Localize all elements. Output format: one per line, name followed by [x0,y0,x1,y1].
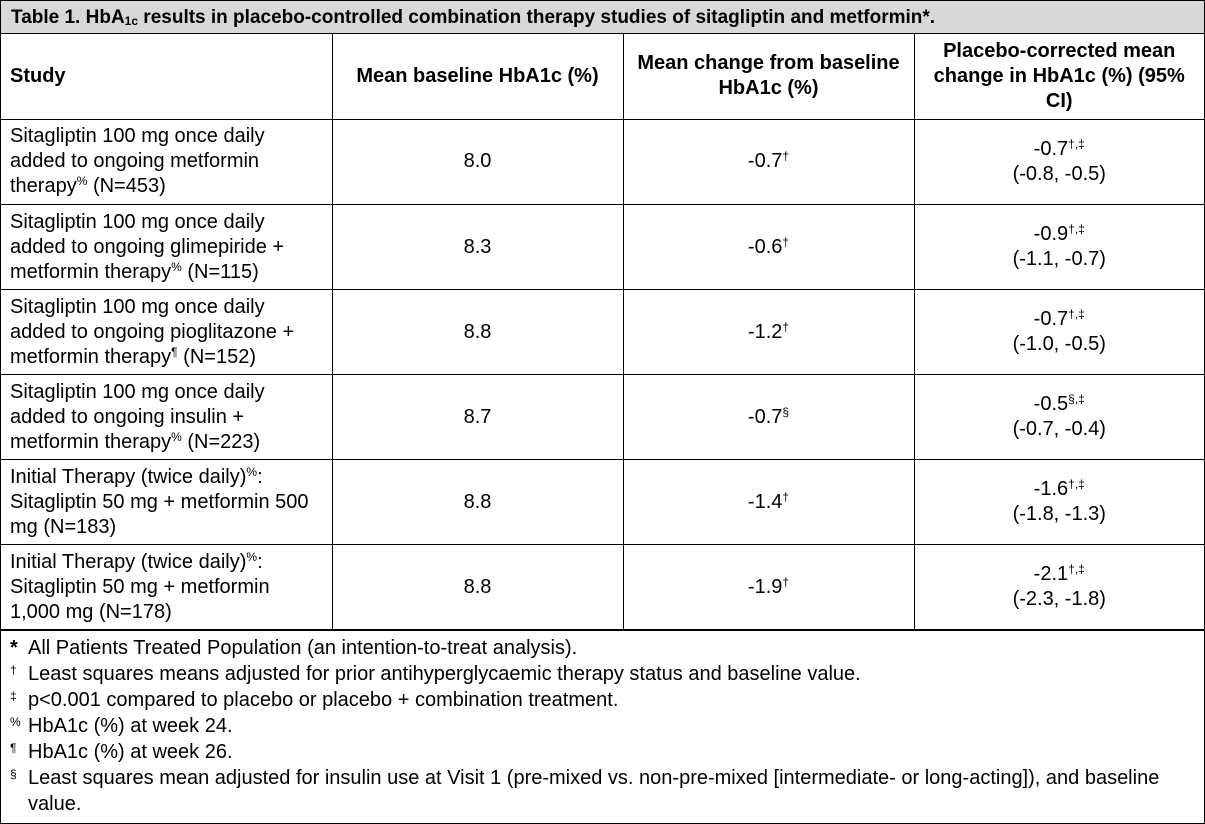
footnote-symbol: ¶ [10,741,17,755]
study-text: Sitagliptin 100 mg once daily added to ongoing pioglitazone + metformin therapy [10,295,295,368]
corrected-cell [914,205,1204,290]
corrected-footnote-mark: †,‡ [1068,136,1085,151]
confidence-interval: (-1.1, -0.7) [1012,248,1106,270]
corrected-value-line [924,222,1196,247]
change-cell [623,460,914,545]
results-table [1,34,1204,120]
table-row [1,120,1204,205]
study-cell [1,545,332,630]
footnote [10,661,1196,687]
change-footnote-mark: † [782,319,790,334]
change-footnote-mark: † [782,149,790,164]
baseline-cell: 8.7 [332,375,623,460]
study-footnote-mark: % [246,549,258,564]
change-footnote-mark: † [782,574,790,589]
confidence-interval: (-1.0, -0.5) [1012,333,1106,355]
table-row [1,205,1204,290]
study-text-rest: (N=223) [181,430,261,453]
table-row [1,290,1204,375]
study-text: Sitagliptin 100 mg once daily added to ongoing glimepiride + metformin therapy [10,210,285,283]
baseline-cell: 8.8 [332,460,623,545]
corrected-cell [914,120,1204,205]
change-cell [623,205,914,290]
footnote-text: HbA1c (%) at week 24. [28,715,233,737]
corrected-value: -1.6 [1033,478,1069,500]
change-value: -0.7 [747,150,783,173]
change-footnote-mark: † [782,489,790,504]
footnote-text: All Patients Treated Population (an intention-to-treat analysis). [28,637,578,659]
corrected-cell [914,375,1204,460]
footnotes [1,630,1204,817]
baseline-cell: 8.8 [332,290,623,375]
corrected-value: -0.7 [1033,137,1069,160]
footnote-text: Least squares mean adjusted for insulin use at Visit 1 (pre-mixed vs. non-pre-mixed [intermediate- or long-acting]), and baseline value. [28,767,1160,815]
corrected-value: -0.5 [1033,393,1069,415]
change-cell [623,375,914,460]
corrected-footnote-mark: †,‡ [1068,477,1085,491]
header-change: Mean change from baseline HbA1c (%) [623,34,914,119]
footnote-symbol: § [10,767,17,781]
change-cell [623,290,914,375]
header-baseline: Mean baseline HbA1c (%) [332,34,623,119]
title-subscript: 1c [124,14,139,28]
corrected-value: -2.1 [1033,563,1069,585]
baseline-cell: 8.8 [332,545,623,630]
confidence-interval: (-1.8, -1.3) [1012,503,1106,525]
table-row [1,545,1204,630]
corrected-value-line [924,392,1196,417]
confidence-interval: (-2.3, -1.8) [1012,588,1106,610]
footnote-text: Least squares means adjusted for prior antihyperglycaemic therapy status and baseline value. [28,663,861,685]
change-value: -0.6 [747,235,783,258]
footnote-symbol: % [10,715,21,729]
footnote-symbol: † [10,663,17,677]
table-row [1,375,1204,460]
footnote-text: p<0.001 compared to placebo or placebo + combination treatment. [28,689,619,711]
study-footnote-mark: % [76,174,88,189]
study-text-rest: : Sitagliptin 50 mg + metformin 500 mg (N=183) [10,465,309,538]
title-suffix: results in placebo-controlled combination therapy studies of sitagliptin and metformin*. [138,7,936,28]
corrected-value-line [924,307,1196,332]
study-text: Sitagliptin 100 mg once daily added to ongoing insulin + metformin therapy [10,380,265,453]
change-footnote-mark: § [782,404,790,419]
study-cell [1,120,332,205]
footnote [10,765,1196,817]
corrected-cell [914,290,1204,375]
study-footnote-mark: % [171,259,182,274]
footnote-symbol: * [10,637,18,659]
corrected-cell [914,545,1204,630]
corrected-value-line [924,562,1196,587]
footnote [10,739,1196,765]
baseline-cell: 8.0 [332,120,623,205]
change-cell [623,545,914,630]
study-footnote-mark: % [246,464,258,479]
corrected-value: -0.7 [1033,308,1069,330]
table-title [1,1,1204,34]
change-value: -0.7 [747,405,783,428]
baseline-cell: 8.3 [332,205,623,290]
corrected-value-line [924,137,1196,162]
study-cell [1,460,332,545]
corrected-value: -0.9 [1033,223,1069,245]
corrected-value-line [924,477,1196,502]
study-text-rest: (N=152) [177,345,256,368]
change-value: -1.2 [747,320,783,343]
corrected-footnote-mark: †,‡ [1068,562,1085,576]
change-value: -1.9 [747,575,783,598]
header-corrected: Placebo-corrected mean change in HbA1c (%) (95% CI) [914,34,1204,119]
change-cell [623,120,914,205]
header-study: Study [1,34,332,119]
corrected-footnote-mark: †,‡ [1068,307,1085,321]
footnote [10,687,1196,713]
change-footnote-mark: † [782,234,790,249]
study-text-rest: (N=453) [87,175,166,198]
title-prefix: Table 1. HbA [11,7,125,28]
corrected-cell [914,460,1204,545]
study-footnote-mark: % [171,429,182,444]
footnote-text: HbA1c (%) at week 26. [28,741,233,763]
table-row [1,460,1204,545]
study-cell [1,205,332,290]
confidence-interval: (-0.8, -0.5) [1012,162,1106,185]
study-text: Sitagliptin 100 mg once daily added to ongoing metformin therapy [10,125,265,198]
footnote [10,635,1196,661]
study-text-rest: (N=115) [181,260,259,283]
corrected-footnote-mark: §,‡ [1068,392,1085,406]
results-table-body [1,120,1204,631]
corrected-footnote-mark: †,‡ [1068,222,1085,236]
header-row [1,34,1204,119]
study-cell [1,375,332,460]
study-cell [1,290,332,375]
study-text: Initial Therapy (twice daily) [10,465,247,488]
study-footnote-mark: ¶ [171,344,178,359]
change-value: -1.4 [747,490,783,513]
study-text: Initial Therapy (twice daily) [10,550,247,573]
footnote-symbol: ‡ [10,689,17,703]
footnote [10,713,1196,739]
study-text-rest: : Sitagliptin 50 mg + metformin 1,000 mg (N=178) [10,550,270,623]
confidence-interval: (-0.7, -0.4) [1012,418,1106,440]
